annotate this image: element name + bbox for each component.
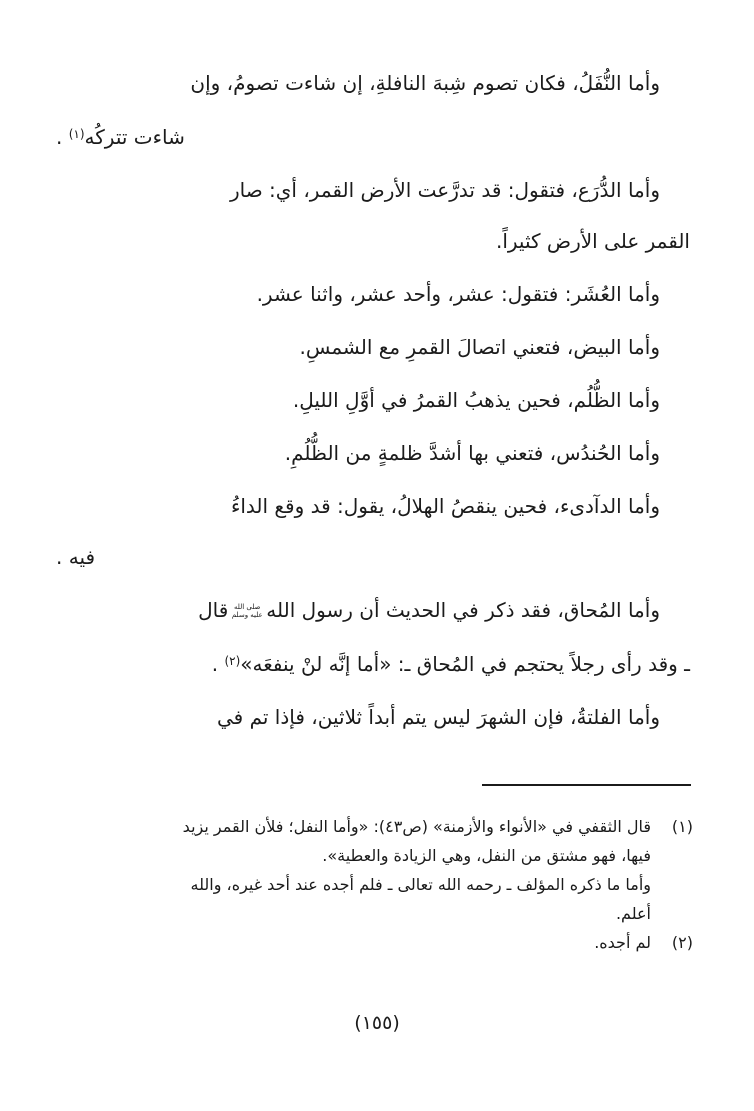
body-line (56, 165, 690, 216)
body-line (56, 269, 690, 320)
body-line (56, 692, 690, 743)
footnote-marker: (١) (671, 817, 693, 836)
footnote-1 (56, 812, 693, 928)
footnote-body (56, 928, 651, 957)
body-line (56, 532, 690, 583)
body-line-text: وأما المُحاق، فقد ذكر في الحديث أن رسول الله (266, 598, 660, 622)
body-line (56, 636, 690, 690)
prophet-honorific-icon: صلى الله عليه وسلم (231, 602, 263, 619)
body-line-text: قال (198, 598, 229, 622)
footnote-line: لم أجده. (594, 933, 651, 952)
page-number: (١٥٥) (354, 1012, 400, 1034)
paragraph-ushar (56, 269, 690, 320)
paragraph-falta (56, 692, 690, 743)
body-line (56, 109, 690, 163)
body-line (56, 216, 690, 267)
footnote-divider (482, 784, 691, 786)
body-line-text: القمر على الأرض كثيراً. (495, 229, 690, 253)
footnotes-section (56, 784, 693, 957)
body-line-tail: . (56, 125, 69, 149)
footnote-body (56, 812, 651, 928)
body-line-text: وأما الفلتةُ، فإن الشهرَ ليس يتم أبداً ثلاثين، فإذا تم في (216, 705, 660, 729)
footnote-marker: (٢) (671, 933, 693, 952)
body-line (56, 322, 690, 373)
page-body (56, 58, 690, 745)
body-line-text: وأما النُّفَلُ، فكان تصوم شِبهَ النافلةِ، إن شاءت تصومُ، وإن (190, 71, 660, 95)
body-line (56, 585, 690, 636)
paragraph-hundus (56, 428, 690, 479)
body-line-text: وأما العُشَر: فتقول: عشر، وأحد عشر، واثنا عشر. (256, 282, 660, 306)
body-line-text: وأما الدآدىء، فحين ينقصُ الهلالُ، يقول: قد وقع الداءُ (230, 494, 660, 518)
paragraph-thulam (56, 375, 690, 426)
body-line-text: وأما الظُّلُم، فحين يذهبُ القمرُ في أوَّلِ الليلِ. (292, 388, 660, 412)
paragraph-muhaq (56, 585, 690, 690)
footnote-2 (56, 928, 693, 957)
body-line-text: وأما الحُندُس، فتعني بها أشدَّ ظلمةٍ من الظُّلُمِ. (284, 441, 660, 465)
footnote-line: وأما ما ذكره المؤلف ـ رحمه الله تعالى ـ فلم أجده عند أحد غيره، والله (190, 875, 651, 894)
body-line-text: شاءت تتركُه (84, 125, 185, 149)
body-line (56, 481, 690, 532)
footnote-ref-2: (٢) (224, 654, 241, 668)
footnote-line: أعلم. (615, 904, 651, 923)
footnote-line: قال الثقفي في «الأنواء والأزمنة» (ص٤٣): «وأما النفل؛ فلأن القمر يزيد (182, 817, 651, 836)
footnote-ref-1: (١) (68, 127, 85, 141)
paragraph-dura (56, 165, 690, 267)
body-line-tail: . (211, 652, 225, 676)
paragraph-nafal (56, 58, 690, 163)
body-line-text: وأما الدُّرَع، فتقول: قد تدرَّعت الأرض القمر، أي: صار (229, 178, 660, 202)
body-line-text: فيه . (56, 545, 96, 569)
paragraph-beed (56, 322, 690, 373)
footnote-line: فيها، فهو مشتق من النفل، وهي الزيادة والعطية». (322, 846, 651, 865)
body-line-text: ـ وقد رأى رجلاً يحتجم في المُحاق ـ: «أما إنَّه لنْ ينفعَه» (240, 652, 690, 676)
body-line (56, 375, 690, 426)
body-line (56, 58, 690, 109)
paragraph-dadi (56, 481, 690, 583)
body-line (56, 428, 690, 479)
body-line-text: وأما البيض، فتعني اتصالَ القمرِ مع الشمسِ. (299, 335, 660, 359)
